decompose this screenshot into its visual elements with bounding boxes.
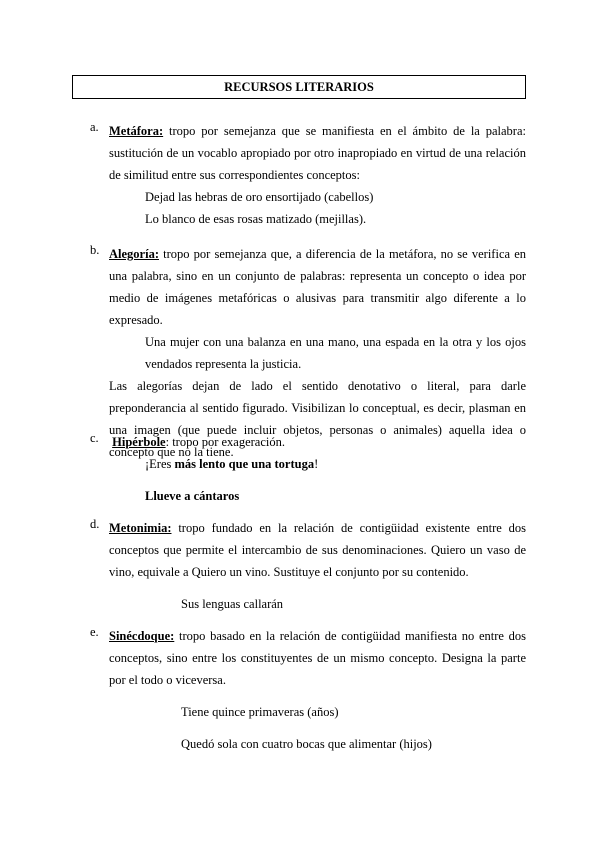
alegoria-definition: Alegoría: tropo por semejanza que, a diferencia de la metáfora, no se verifica en una palabra, sino en un conjunto de palabras: representa un concepto o idea por medio de imágenes metafóricas o alusivas para transmitir algo diferente a lo expresado.	[109, 247, 526, 327]
sinecdoque-example-2: Quedó sola con cuatro bocas que alimentar (hijos)	[181, 737, 432, 751]
term-hiperbole: Hipérbole	[112, 435, 166, 449]
alegoria-note: Las alegorías dejan de lado el sentido denotativo o literal, para darle preponderancia al sentido figurado. Visibilizan lo conceptual, es decir, plasman en una imagen (que puede incluir objetos, personas o animales) aquella idea o concepto que no la tiene.	[109, 379, 526, 459]
metonimia-definition: Metonimia: tropo fundado en la relación de contigüidad existente entre dos conceptos que permite el intercambio de sus denominaciones. Quiero un vaso de vino, equivale a Quiero un vino. Sustituye el conjunto por su contenido.	[109, 521, 526, 579]
list-item-metafora	[90, 120, 526, 230]
list-marker: c.	[90, 431, 99, 445]
list-marker: e.	[90, 625, 99, 639]
sinecdoque-definition: Sinécdoque: tropo basado en la relación de contigüidad manifiesta no entre dos conceptos, sino entre los constituyentes de un mismo concepto. Designa la parte por el todo o viceversa.	[109, 629, 526, 687]
sinecdoque-example-1: Tiene quince primaveras (años)	[181, 705, 339, 719]
alegoria-example: Una mujer con una balanza en una mano, una espada en la otra y los ojos vendados representa la justicia.	[145, 335, 526, 371]
list-item-sinecdoque	[90, 625, 526, 755]
term-alegoria: Alegoría:	[109, 247, 159, 261]
hiperbole-example-2: Llueve a cántaros	[145, 489, 240, 503]
metafora-definition: Metáfora: tropo por semejanza que se manifiesta en el ámbito de la palabra: sustitución de un vocablo apropiado por otro inapropiado en virtud de una relación de similitud entre sus correspondientes conceptos:	[109, 124, 526, 182]
metonimia-example: Sus lenguas callarán	[181, 597, 284, 611]
list-item-metonimia	[90, 517, 526, 615]
term-sinecdoque: Sinécdoque:	[109, 629, 175, 643]
term-metonimia: Metonimia:	[109, 521, 172, 535]
metafora-example-1: Dejad las hebras de oro ensortijado (cabellos)	[145, 190, 374, 204]
page-title-text: RECURSOS LITERARIOS	[224, 79, 374, 94]
page-title	[72, 75, 526, 99]
list-marker: d.	[90, 517, 100, 531]
list-marker: b.	[90, 243, 100, 257]
metafora-example-2: Lo blanco de esas rosas matizado (mejillas).	[145, 212, 367, 226]
hiperbole-definition: Hipérbole: tropo por exageración.	[112, 435, 285, 449]
hiperbole-example: ¡Eres más lento que una tortuga!	[145, 457, 319, 471]
list-item-hiperbole	[90, 431, 526, 507]
list-item-alegoria	[90, 243, 526, 463]
list-marker: a.	[90, 120, 99, 134]
term-metafora: Metáfora:	[109, 124, 164, 138]
